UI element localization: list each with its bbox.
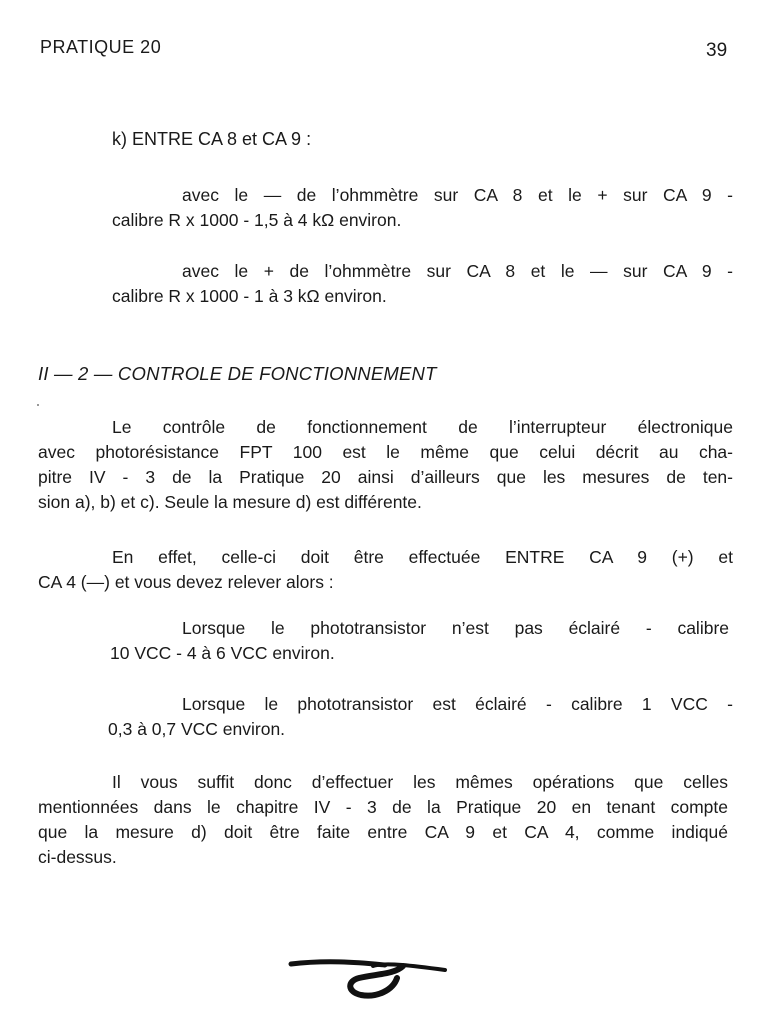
section-paragraph-2-line-2: CA 4 (—) et vous devez relever alors : <box>38 572 334 592</box>
scan-speck <box>37 404 39 406</box>
section-paragraph-5-line-2: mentionnées dans le chapitre IV - 3 de la Pratique 20 en tenant compte <box>38 797 728 817</box>
section-paragraph-4-line-2: 0,3 à 0,7 VCC environ. <box>108 719 286 739</box>
section-paragraph-1 <box>38 415 733 515</box>
section-paragraph-3-line-1: Lorsque le phototransistor n’est pas éclairé - calibre <box>182 618 729 638</box>
section-paragraph-4 <box>108 692 733 742</box>
item-k-paragraph-2-line-1: avec le + de l’ohmmètre sur CA 8 et le — sur CA 9 - <box>182 261 733 281</box>
section-paragraph-2 <box>38 545 733 595</box>
section-paragraph-2-line-1: En effet, celle-ci doit être effectuée ENTRE CA 9 (+) et <box>112 547 733 567</box>
item-k-paragraph-1-line-2: calibre R x 1000 - 1,5 à 4 kΩ environ. <box>112 210 402 230</box>
item-k-paragraph-1 <box>112 183 733 233</box>
page-number: 39 <box>706 40 728 61</box>
section-paragraph-1-line-4: sion a), b) et c). Seule la mesure d) est différente. <box>38 492 422 512</box>
section-paragraph-3 <box>110 616 729 666</box>
item-k-paragraph-2-line-2: calibre R x 1000 - 1 à 3 kΩ environ. <box>112 286 387 306</box>
section-paragraph-4-line-1: Lorsque le phototransistor est éclairé - calibre 1 VCC - <box>182 694 733 714</box>
section-paragraph-1-line-2: avec photorésistance FPT 100 est le même que celui décrit au cha- <box>38 442 733 462</box>
running-header-title: PRATIQUE 20 <box>40 37 162 57</box>
section-paragraph-5-line-3: que la mesure d) doit être faite entre CA 9 et CA 4, comme indiqué <box>38 822 728 842</box>
section-paragraph-1-line-3: pitre IV - 3 de la Pratique 20 ainsi d’ailleurs que les mesures de ten- <box>38 467 733 487</box>
item-k-paragraph-1-line-1: avec le — de l’ohmmètre sur CA 8 et le + sur CA 9 - <box>182 185 733 205</box>
item-k-paragraph-2 <box>112 259 733 309</box>
section-title: II — 2 — CONTROLE DE FONCTIONNEMENT <box>38 363 437 384</box>
section-paragraph-5-line-1: Il vous suffit donc d’effectuer les mêmes opérations que celles <box>112 772 728 792</box>
section-paragraph-3-line-2: 10 VCC - 4 à 6 VCC environ. <box>110 643 335 663</box>
section-paragraph-5 <box>38 770 728 870</box>
item-k-heading: k) ENTRE CA 8 et CA 9 : <box>112 129 312 149</box>
section-paragraph-5-line-4: ci-dessus. <box>38 847 117 867</box>
section-paragraph-1-line-1: Le contrôle de fonctionnement de l’interrupteur électronique <box>112 417 733 437</box>
end-flourish-icon <box>285 944 455 1004</box>
